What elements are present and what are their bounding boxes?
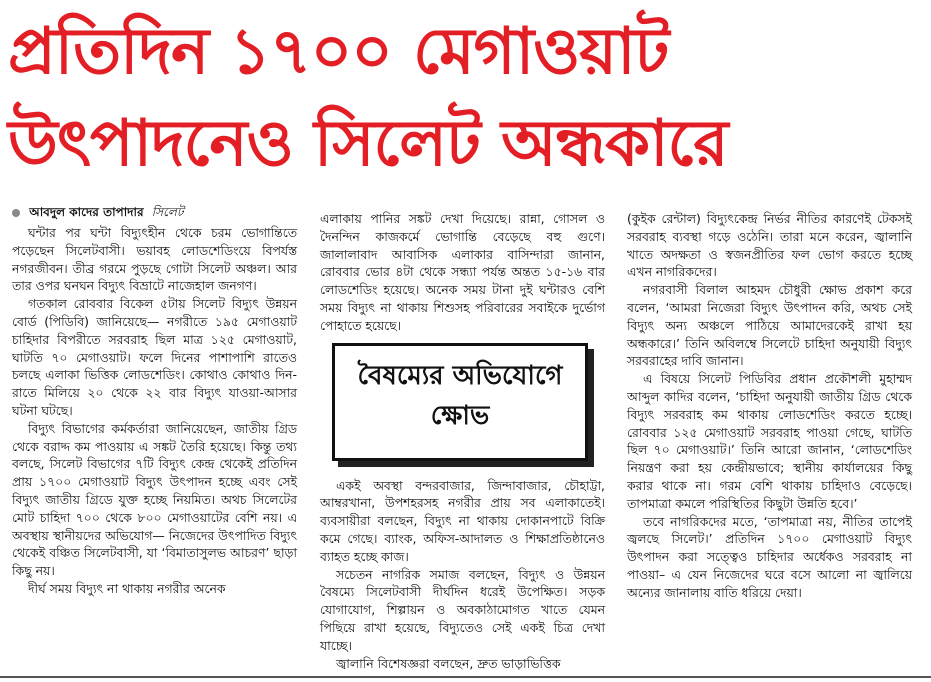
subhead-box — [332, 343, 588, 461]
paragraph: সচেতন নাগরিক সমাজ বলছেন, বিদ্যুৎ ও উন্নয়ন বৈষম্যে সিলেটবাসী দীর্ঘদিন ধরেই উপেক্ষিত। সড়ক যোগাযোগ, শিল্পায়ন ও অবকাঠামোগত খাতে যেমন পিছিয়ে রাখা হয়েছে, বিদ্যুতেও সেই একই চিত্র দেখা যাচ্ছে। — [320, 566, 605, 653]
headline — [8, 6, 923, 190]
headline-line-2: উৎপাদনেও সিলেট অন্ধকারে — [8, 107, 728, 181]
paragraph: গতকাল রোববার বিকেল ৫টায় সিলেট বিদ্যুৎ উন্নয়ন বোর্ড (পিডিবি) জানিয়েছে— নগরীতে ১৯৫ মেগাওয়াট চাহিদার বিপরীতে সরবরাহ ছিল মাত্র ১২৫ মেগাওয়াট, ঘাটতি ৭০ মেগাওয়াট। ফলে দিনের পাশাপাশি রাতেও চলছে এলাকা ভিত্তিক লোডশেডিং। কোথাও কোথাও দিন-রাতে মিলিয়ে ২০ থেকে ২২ বার বিদ্যুৎ যাওয়া-আসার ঘটনা ঘটছে। — [12, 296, 297, 418]
article-column-2 — [320, 210, 605, 672]
paragraph: দীর্ঘ সময় বিদ্যুৎ না থাকায় নগরীর অনেক — [28, 580, 226, 596]
subhead-line-1: বৈষম্যের অভিযোগে — [357, 360, 563, 391]
paragraph: বিদ্যুৎ বিভাগের কর্মকর্তারা জানিয়েছেন, জাতীয় গ্রিড থেকে বরাদ্দ কম পাওয়ায় এ সঙ্কট তৈরি হয়েছে। কিন্তু তথ্য বলছে, সিলেট বিভাগের ৭টি বিদ্যুৎ কেন্দ্র থেকেই প্রতিদিন প্রায় ১৭০০ মেগাওয়াট বিদ্যুৎ উৎপাদন হচ্ছে এবং সেই বিদ্যুৎ জাতীয় গ্রিডে যুক্ত হচ্ছে নিয়মিত। অথচ সিলেটের মোট চাহিদা ৭০০ থেকে ৮০০ মেগাওয়াটের বেশি নয়। এ অবস্থায় স্থানীয়দের অভিযোগ— নিজেদের উৎপাদিত বিদ্যুৎ থেকেই বঞ্চিত সিলেটবাসী, যা ‘বিমাতাসুলভ আচরণ’ ছাড়া কিছু নয়। — [12, 420, 297, 579]
paragraph: তবে নাগরিকদের মতে, ‘তাপমাত্রা নয়, নীতির তাপেই জ্বলছে সিলেট।’ প্রতিদিন ১৭০০ মেগাওয়াট বিদ্যুৎ উৎপাদন করা সত্ত্বেও চাহিদার অর্ধেকও সরবরাহ না পাওয়া– এ যেন নিজেদের ঘরে বসে আলো না জ্বালিয়ে অন্যের জানালায় বাতি ধরিয়ে দেয়া। — [627, 513, 912, 600]
bullet-icon — [12, 209, 20, 217]
paragraph: নগরবাসী বিলাল আহমদ চৌধুরী ক্ষোভ প্রকাশ করে বলেন, ‘আমরা নিজেরা বিদ্যুৎ উৎপাদন করি, অথচ সেই বিদ্যুৎ অন্য অঞ্চলে পাঠিয়ে আমাদেরকেই রাখা হয় অন্ধকারে।’ তিনি অবিলম্বে সিলেটে চাহিদা অনুযায়ী বিদ্যুৎ সরবরাহের দাবি জানান। — [627, 282, 912, 369]
paragraph: এলাকায় পানির সঙ্কট দেখা দিয়েছে। রান্না, গোসল ও দৈনন্দিন কাজকর্মে ভোগান্তি বেড়েছে বহু গুণে। জালালাবাদ আবাসিক এলাকার বাসিন্দারা জানান, রোববার ভোর ৪টা থেকে সন্ধ্যা পর্যন্ত অন্তত ১৫-১৬ বার লোডশেডিং হয়েছে। অনেক সময় টানা দুই ঘন্টারও বেশি সময় বিদ্যুৎ না থাকায় শিশুসহ পরিবারের সবাইকে দুর্ভোগ পোহাতে হয়েছে। — [320, 211, 605, 333]
article-column-1 — [12, 224, 297, 598]
paragraph: এ বিষয়ে সিলেট পিডিবির প্রধান প্রকৌশলী মুহাম্মদ আব্দুল কাদির বলেন, ‘চাহিদা অনুযায়ী জাতীয় গ্রিড থেকে বিদ্যুৎ সরবরাহ কম থাকায় লোডশেডিং করতে হচ্ছে। রোববার ১২৫ মেগাওয়াট সরবরাহ পাওয়া গেছে, ঘাটতি ছিল ৭০ মেগাওয়াট।’ তিনি আরো জানান, ‘লোডশেডিং নিয়ন্ত্রণ করা হয় কেন্দ্রীয়ভাবে; স্থানীয় কার্যালয়ের কিছু করার থাকে না। গরম বেশি থাকায় চাহিদাও বেড়েছে। তাপমাত্রা কমলে পরিস্থিতির কিছুটা উন্নতি হবে।’ — [627, 371, 912, 511]
byline-location: সিলেট — [151, 205, 184, 219]
paragraph: (কুইক রেন্টাল) বিদ্যুৎকেন্দ্র নির্ভর নীতির কারণেই টেকসই সরবরাহ ব্যবস্থা গড়ে ওঠেনি। তারা মনে করেন, জ্বালানি খাতে অদক্ষতা ও স্বজনপ্রীতির ফল ভোগ করতে হচ্ছে এখন নাগরিকদের। — [627, 211, 912, 280]
subhead-wrapper — [320, 343, 605, 469]
subhead-line-2: ক্ষোভ — [430, 400, 490, 431]
bottom-rule — [0, 676, 931, 678]
byline-author: আবদুল কাদের তাপাদার — [29, 205, 144, 219]
article-column-3 — [627, 210, 912, 602]
headline-line-1: প্রতিদিন ১৭০০ মেগাওয়াট — [8, 15, 669, 89]
byline — [12, 204, 312, 224]
paragraph: ঘন্টার পর ঘন্টা বিদ্যুৎহীন থেকে চরম ভোগান্তিতে পড়েছেন সিলেটবাসী। ভয়াবহ লোডশেডিংয়ে বিপর্যস্ত নগরজীবন। তীব্র গরমে পুড়ছে গোটা সিলেট অঞ্চল। আর তার ওপর ঘনঘন বিদ্যুৎ বিভ্রাটে নাজেহাল জনগণ। — [12, 225, 297, 294]
paragraph: একই অবস্থা বন্দরবাজার, জিন্দাবাজার, চৌহাট্টা, আম্বরখানা, উপশহরসহ নগরীর প্রায় সব এলাকাতেই। ব্যবসায়ীরা বলছেন, বিদ্যুৎ না থাকায় দোকানপাটে বিক্রি কমে গেছে। ব্যাংক, অফিস-আদালত ও শিক্ষাপ্রতিষ্ঠানেও ব্যাহত হচ্ছে কাজ। — [320, 477, 605, 564]
paragraph: জ্বালানি বিশেষজ্ঞরা বলছেন, দ্রুত ভাড়াভিত্তিক — [336, 655, 561, 671]
